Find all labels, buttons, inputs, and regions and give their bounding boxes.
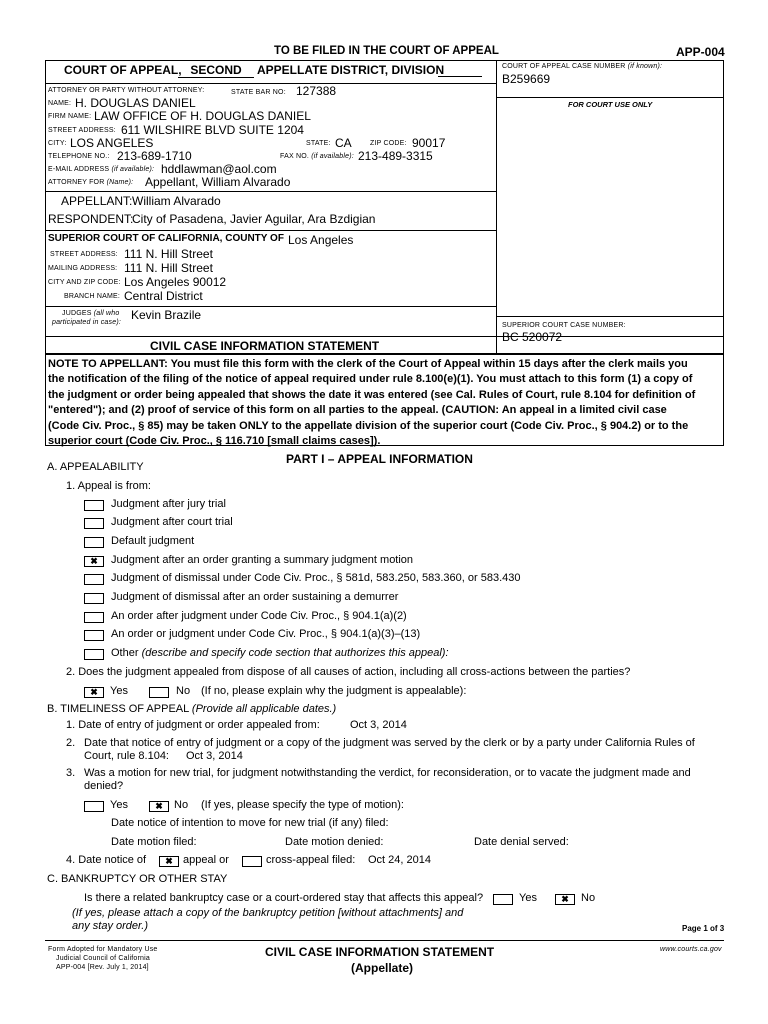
b4-value[interactable]: Oct 24, 2014 — [368, 854, 431, 866]
sc-street-value[interactable]: 111 N. Hill Street — [124, 247, 213, 261]
option-checkbox[interactable] — [84, 593, 104, 604]
option-label: Judgment after court trial — [111, 516, 233, 528]
respondent-label: RESPONDENT: — [48, 212, 134, 226]
b4-appeal-checkbox[interactable]: ✖ — [159, 856, 179, 867]
b3-no-checkbox[interactable]: ✖ — [149, 801, 169, 812]
note-line: "entered"); and (2) proof of service of this form on all parties to the appeal. (CAUTION: An appeal in a limited civil case — [48, 404, 667, 417]
option-checkbox[interactable] — [84, 537, 104, 548]
state-label: STATE: — [306, 140, 331, 147]
c-yes-checkbox[interactable] — [493, 894, 513, 905]
caption-divider — [496, 60, 497, 354]
form-code: APP-004 — [676, 45, 725, 59]
phone-value[interactable]: 213-689-1710 — [117, 149, 192, 163]
attorney-for-label: ATTORNEY FOR (Name): — [48, 179, 134, 186]
b3-line1: Was a motion for new trial, for judgment notwithstanding the verdict, for reconsideration, or to vacate the judgment made and — [84, 767, 691, 779]
county-value[interactable]: Los Angeles — [288, 233, 354, 247]
court-of-appeal-label: COURT OF APPEAL, — [64, 63, 182, 77]
footer-website[interactable]: www.courts.ca.gov — [660, 946, 722, 953]
part1-title: PART I – APPEAL INFORMATION — [286, 452, 473, 466]
q2-no-label: No — [176, 685, 191, 697]
state-bar-label: STATE BAR NO: — [231, 89, 286, 96]
street-value[interactable]: 611 WILSHIRE BLVD SUITE 1204 — [121, 123, 304, 137]
note-line: the judgment or order being appealed that shows the date it was entered (see Cal. Rules of Court, rule 8.104 for definition of — [48, 388, 696, 401]
option-label: An order after judgment under Code Civ. Proc., § 904.1(a)(2) — [111, 610, 407, 622]
sc-branch-value[interactable]: Central District — [124, 289, 203, 303]
sc-case-number-value[interactable]: BC 520072 — [502, 330, 563, 344]
other-label: Other (describe and specify code section that authorizes this appeal): — [111, 647, 449, 659]
option-checkbox[interactable] — [84, 500, 104, 511]
b1-label: 1. Date of entry of judgment or order appealed from: — [66, 719, 320, 731]
option-checkbox[interactable] — [84, 630, 104, 641]
judges-label-2: participated in case): — [52, 319, 121, 326]
city-value[interactable]: LOS ANGELES — [70, 136, 154, 150]
c-no-label: No — [581, 892, 596, 904]
footer-subtitle: (Appellate) — [351, 961, 414, 975]
timeliness-heading: B. TIMELINESS OF APPEAL (Provide all applicable dates.) — [47, 703, 337, 715]
option-checkbox[interactable] — [84, 612, 104, 623]
dispose-question: 2. Does the judgment appealed from dispose of all causes of action, including all cross-actions between the parties? — [66, 666, 631, 678]
sc-case-number-label: SUPERIOR COURT CASE NUMBER: — [502, 322, 626, 329]
b1-value[interactable]: Oct 3, 2014 — [350, 719, 407, 731]
option-label: An order or judgment under Code Civ. Proc., § 904.1(a)(3)–(13) — [111, 628, 421, 640]
phone-label: TELEPHONE NO.: — [48, 153, 110, 160]
bankruptcy-heading: C. BANKRUPTCY OR OTHER STAY — [47, 873, 228, 885]
b2-line1: Date that notice of entry of judgment or a copy of the judgment was served by the clerk or by a party under California Rules of — [84, 737, 695, 749]
footer-rule — [45, 940, 724, 941]
b3-specify-label: (If yes, please specify the type of motion): — [201, 799, 404, 811]
b3-filed-label: Date motion filed: — [111, 836, 197, 848]
appellate-district-label: APPELLATE DISTRICT, DIVISION — [257, 63, 445, 77]
bankruptcy-note-1: (If yes, please attach a copy of the bankruptcy petition [without attachments] and — [72, 907, 464, 919]
option-label: Judgment after an order granting a summary judgment motion — [111, 554, 414, 566]
note-to-appellant — [48, 357, 726, 449]
appellant-value[interactable]: William Alvarado — [132, 194, 221, 208]
attorney-header-label: ATTORNEY OR PARTY WITHOUT ATTORNEY: — [48, 87, 205, 94]
city-label: CITY: — [48, 140, 67, 147]
note-line: NOTE TO APPELLANT: You must file this form with the clerk of the Court of Appeal within 15 days after the clerk mails you — [48, 358, 688, 370]
judges-label: JUDGES (all who — [62, 310, 120, 317]
b2-number: 2. — [66, 737, 76, 749]
superior-court-header: SUPERIOR COURT OF CALIFORNIA, COUNTY OF — [48, 233, 284, 244]
option-label: Judgment after jury trial — [111, 498, 226, 510]
sc-city-zip-label: CITY AND ZIP CODE: — [48, 279, 121, 286]
note-line: (Code Civ. Proc., § 85) may be taken ONLY to the appellate division of the superior court (Code Civ. Proc., § 904.2) or to the — [48, 419, 689, 432]
bankruptcy-note-2: any stay order.) — [72, 920, 149, 932]
name-value[interactable]: H. DOUGLAS DANIEL — [75, 96, 196, 110]
judges-value[interactable]: Kevin Brazile — [131, 308, 202, 322]
firm-label: FIRM NAME: — [48, 113, 92, 120]
b3-number: 3. — [66, 767, 76, 779]
email-label: E-MAIL ADDRESS (if available): — [48, 166, 155, 173]
footer-adopted-1: Form Adopted for Mandatory Use — [48, 946, 158, 953]
fax-label: FAX NO. (if available): — [280, 153, 354, 160]
sc-mailing-value[interactable]: 111 N. Hill Street — [124, 261, 213, 275]
sc-city-zip-value[interactable]: Los Angeles 90012 — [124, 275, 227, 289]
q2-no-checkbox[interactable] — [149, 687, 169, 698]
footer-adopted-2: Judicial Council of California — [56, 955, 150, 962]
option-checkbox[interactable]: ✖ — [84, 556, 104, 567]
b3-denied-label: Date motion denied: — [285, 836, 384, 848]
c-yes-label: Yes — [519, 892, 537, 904]
email-value[interactable]: hddlawman@aol.com — [161, 162, 277, 176]
sc-street-label: STREET ADDRESS: — [50, 251, 118, 258]
attorney-for-value[interactable]: Appellant, William Alvarado — [145, 175, 291, 189]
b3-denial-served-label: Date denial served: — [474, 836, 569, 848]
footer-adopted-3: APP-004 [Rev. July 1, 2014] — [56, 964, 149, 971]
option-checkbox[interactable] — [84, 574, 104, 585]
c-no-checkbox[interactable]: ✖ — [555, 894, 575, 905]
appellant-label: APPELLANT: — [61, 194, 133, 208]
appeal-from-question: 1. Appeal is from: — [66, 480, 151, 492]
zip-value[interactable]: 90017 — [412, 136, 446, 150]
respondent-value[interactable]: City of Pasadena, Javier Aguilar, Ara Bzdigian — [132, 212, 376, 226]
firm-value[interactable]: LAW OFFICE OF H. DOUGLAS DANIEL — [94, 109, 311, 123]
case-number-value[interactable]: B259669 — [502, 72, 551, 86]
b4-cross-checkbox[interactable] — [242, 856, 262, 867]
fax-value[interactable]: 213-489-3315 — [358, 149, 433, 163]
b3-yes-checkbox[interactable] — [84, 801, 104, 812]
other-checkbox[interactable] — [84, 649, 104, 660]
sc-branch-label: BRANCH NAME: — [64, 293, 121, 300]
b4-appeal-label: appeal or — [183, 854, 229, 866]
q2-yes-checkbox[interactable]: ✖ — [84, 687, 104, 698]
name-label: NAME: — [48, 100, 72, 107]
b3-line2: denied? — [84, 780, 124, 792]
q2-yes-label: Yes — [110, 685, 128, 697]
statement-title: CIVIL CASE INFORMATION STATEMENT — [150, 339, 380, 353]
sc-mailing-label: MAILING ADDRESS: — [48, 265, 118, 272]
b2-line2: Court, rule 8.104: — [84, 750, 169, 762]
note-line: the notification of the filing of the notice of appeal required under rule 8.100(e)(1). You must attach to this form (1) a copy of — [48, 373, 693, 386]
appealability-heading: A. APPEALABILITY — [47, 461, 144, 473]
q2-explain-label: (If no, please explain why the judgment is appealable): — [201, 685, 467, 697]
option-label: Default judgment — [111, 535, 195, 547]
b3-intent-label: Date notice of intention to move for new trial (if any) filed: — [111, 817, 389, 829]
division-field[interactable] — [438, 63, 482, 77]
note-line: superior court (Code Civ. Proc., § 116.710 [small claims cases]). — [48, 435, 381, 448]
page-number: Page 1 of 3 — [682, 924, 725, 933]
option-label: Judgment of dismissal under Code Civ. Proc., § 581d, 583.250, 583.360, or 583.430 — [111, 572, 521, 584]
state-bar-value[interactable]: 127388 — [296, 84, 337, 98]
zip-label: ZIP CODE: — [370, 140, 407, 147]
bankruptcy-question: Is there a related bankruptcy case or a court-ordered stay that affects this appeal? — [84, 892, 484, 904]
b4-cross-label: cross-appeal filed: — [266, 854, 356, 866]
b3-no-label: No — [174, 799, 189, 811]
street-label: STREET ADDRESS: — [48, 127, 116, 134]
state-value[interactable]: CA — [335, 136, 352, 150]
b3-yes-label: Yes — [110, 799, 128, 811]
option-checkbox[interactable] — [84, 518, 104, 529]
b2-value[interactable]: Oct 3, 2014 — [186, 750, 243, 762]
b4-label: 4. Date notice of — [66, 854, 147, 866]
case-number-label: COURT OF APPEAL CASE NUMBER (if known): — [502, 63, 663, 70]
district-field[interactable]: SECOND — [178, 63, 254, 78]
option-label: Judgment of dismissal after an order sustaining a demurrer — [111, 591, 399, 603]
filed-in-heading: TO BE FILED IN THE COURT OF APPEAL — [274, 45, 499, 57]
court-use-only-label: FOR COURT USE ONLY — [568, 100, 653, 109]
footer-title: CIVIL CASE INFORMATION STATEMENT — [265, 945, 495, 959]
